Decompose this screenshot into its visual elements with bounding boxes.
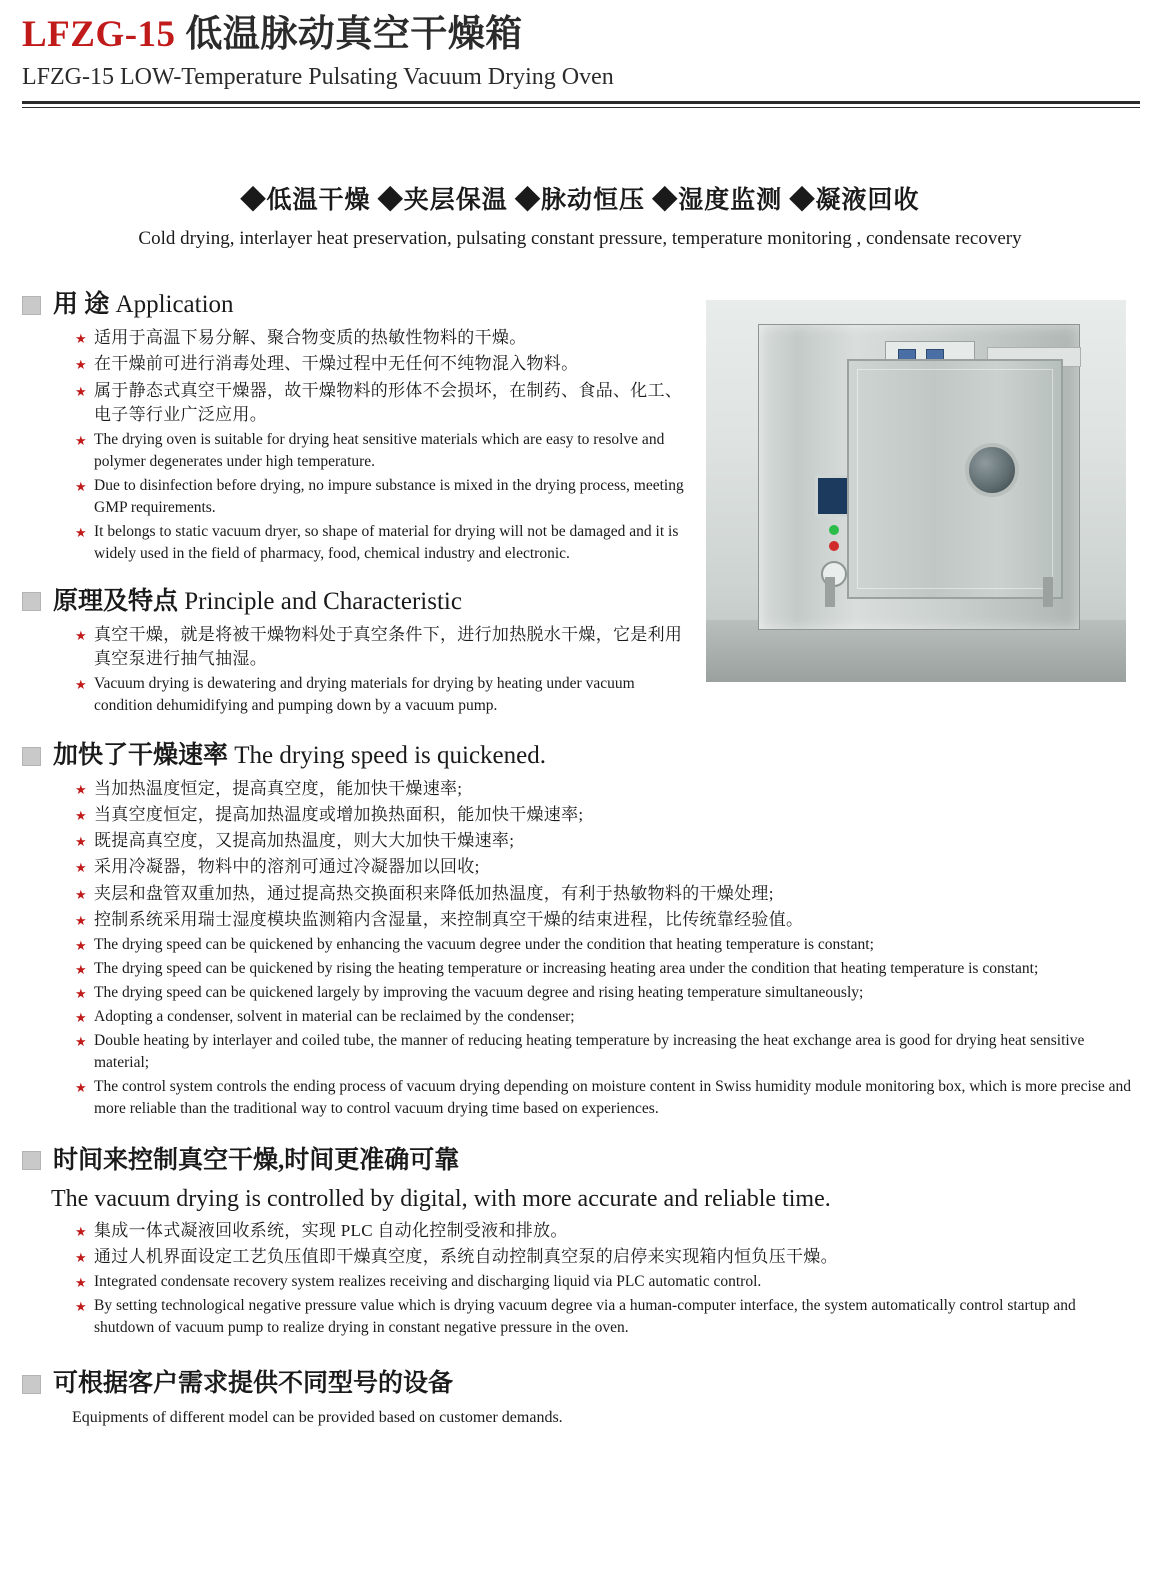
list-item-text: 集成一体式凝液回收系统，实现 PLC 自动化控制受液和排放。 [94, 1220, 568, 1240]
title-model: LFZG-15 [22, 14, 176, 55]
section-bullet-square-icon [22, 1151, 41, 1170]
feature-highlights [0, 180, 1160, 250]
list-item-text: 采用冷凝器，物料中的溶剂可通过冷凝器加以回收; [94, 857, 480, 877]
section-subtitle-time-control: The vacuum drying is controlled by digital, with more accurate and reliable time. [51, 1185, 831, 1212]
list-item-text: 既提高真空度，又提高加热温度，则大大加快干燥速率; [94, 831, 515, 851]
bullet-list-drying-speed [22, 777, 1138, 1120]
list-item-text: 当真空度恒定，提高加热温度或增加换热面积，能加快干燥速率; [94, 805, 584, 825]
list-item [75, 908, 1138, 932]
star-icon: ★ [75, 627, 87, 643]
list-item [75, 379, 1138, 427]
bullet-list-application [22, 326, 1138, 565]
list-item-text: 夹层和盘管双重加热，通过提高热交换面积来降低加热温度，有利于热敏物料的干燥处理; [94, 883, 774, 903]
star-icon: ★ [75, 937, 87, 953]
section-heading-models [22, 1369, 1138, 1399]
feature-highlights-en: Cold drying, interlayer heat preservation, pulsating constant pressure, temperature monitoring , condensate recovery [138, 228, 1022, 250]
list-item [75, 1295, 1138, 1339]
list-item-text: 当加热温度恒定，提高真空度，能加快干燥速率; [94, 779, 463, 799]
star-icon: ★ [75, 478, 87, 494]
star-icon: ★ [75, 808, 87, 824]
list-item [75, 1271, 1138, 1293]
star-icon: ★ [75, 1079, 87, 1095]
list-item-text: It belongs to static vacuum dryer, so shape of material for drying will not be damaged and it is widely used in the field of pharmacy, food, chemical industry and electronic. [94, 522, 679, 562]
section-title-cn: 用 途 [53, 291, 110, 319]
list-item [75, 326, 1138, 350]
star-icon: ★ [75, 834, 87, 850]
content-body [0, 290, 1160, 1427]
star-icon: ★ [75, 886, 87, 902]
list-item-text: The drying speed can be quickened by rising the heating temperature or increasing heating area under the condition that heating temperature is constant; [94, 959, 1039, 977]
star-icon: ★ [75, 985, 87, 1001]
section-heading-time-control [22, 1146, 1138, 1176]
feature-highlights-cn: ◆低温干燥 ◆夹层保温 ◆脉动恒压 ◆湿度监测 ◆凝液回收 [240, 187, 920, 215]
section-note-models: Equipments of different model can be provided based on customer demands. [72, 1409, 563, 1427]
list-item [75, 803, 1138, 827]
section-bullet-square-icon [22, 592, 41, 611]
section-heading-drying-speed [22, 741, 1138, 771]
star-icon: ★ [75, 1299, 87, 1315]
list-item [75, 673, 1138, 717]
list-item-text: Due to disinfection before drying, no impure substance is mixed in the drying process, meeting GMP requirements. [94, 476, 684, 516]
section-title-en: Principle and Characteristic [178, 587, 462, 615]
star-icon: ★ [75, 357, 87, 373]
star-icon: ★ [75, 782, 87, 798]
section-bullet-square-icon [22, 1375, 41, 1394]
section-title-drying-speed [53, 741, 546, 771]
leg-right [1043, 577, 1053, 607]
list-item-text: The drying speed can be quickened largely by improving the vacuum degree and rising heating temperature simultaneously; [94, 983, 864, 1001]
section-title-en: Application [109, 291, 234, 319]
oven-legs [819, 577, 1059, 607]
star-icon: ★ [75, 961, 87, 977]
section-title-models [53, 1369, 453, 1399]
section-application [22, 290, 1138, 719]
section-title-cn: 可根据客户需求提供不同型号的设备 [53, 1370, 454, 1398]
star-icon: ★ [75, 1009, 87, 1025]
star-icon: ★ [75, 1249, 87, 1265]
list-item-text: Adopting a condenser, solvent in material can be reclaimed by the condenser; [94, 1007, 575, 1025]
list-item-text: 属于静态式真空干燥器，故干燥物料的形体不会损坏，在制药、食品、化工、电子等行业广泛应用。 [94, 380, 683, 424]
list-item-text: The drying speed can be quickened by enhancing the vacuum degree under the condition that heating temperature is constant; [94, 935, 874, 953]
star-icon: ★ [75, 524, 87, 540]
list-item [75, 1076, 1138, 1120]
star-icon: ★ [75, 1033, 87, 1049]
star-icon: ★ [75, 383, 87, 399]
list-item [75, 429, 1138, 473]
page-title [22, 14, 1160, 57]
page-subtitle-en: LFZG-15 LOW-Temperature Pulsating Vacuum Drying Oven [22, 63, 614, 90]
list-item [75, 982, 1138, 1004]
list-item-text: 在干燥前可进行消毒处理、干燥过程中无任何不纯物混入物料。 [94, 354, 579, 374]
section-title-application [53, 290, 234, 320]
star-icon: ★ [75, 1275, 87, 1291]
list-item [75, 855, 1138, 879]
list-item [75, 934, 1138, 956]
header-divider [0, 101, 1160, 108]
list-item-text: Integrated condensate recovery system realizes receiving and discharging liquid via PLC automatic control. [94, 1273, 762, 1291]
section-title-en: The drying speed is quickened. [228, 742, 546, 770]
star-icon: ★ [75, 432, 87, 448]
star-icon: ★ [75, 1223, 87, 1239]
list-item [75, 521, 1138, 565]
section-bullet-square-icon [22, 747, 41, 766]
list-item [75, 882, 1138, 906]
section-heading-application [22, 290, 692, 320]
list-item-text: 通过人机界面设定工艺负压值即干燥真空度，系统自动控制真空泵的启停来实现箱内恒负压干燥。 [94, 1246, 838, 1266]
star-icon: ★ [75, 860, 87, 876]
section-title-principle [53, 587, 462, 617]
list-item [75, 829, 1138, 853]
divider-thick [22, 101, 1140, 104]
bullet-list-time-control [22, 1219, 1138, 1339]
section-title-cn: 加快了干燥速率 [53, 742, 229, 770]
list-item-text: Double heating by interlayer and coiled tube, the manner of reducing heating temperature by increasing the heat exchange area is good for drying heat sensitive material; [94, 1031, 1085, 1071]
star-icon: ★ [75, 331, 87, 347]
list-item [75, 352, 1138, 376]
section-title-cn: 时间来控制真空干燥,时间更准确可靠 [53, 1146, 460, 1174]
list-item-text: Vacuum drying is dewatering and drying materials for drying by heating under vacuum condition dehumidifying and pumping down by a vacuum pump. [94, 675, 635, 715]
list-item [75, 475, 1138, 519]
section-title-cn: 原理及特点 [53, 587, 179, 615]
list-item [75, 1006, 1138, 1028]
list-item-text: The drying oven is suitable for drying heat sensitive materials which are easy to resolve and polymer degenerates under high temperature. [94, 430, 665, 470]
list-item [75, 623, 1138, 671]
list-item [75, 777, 1138, 801]
section-heading-principle [22, 587, 692, 617]
list-item-text: The control system controls the ending process of vacuum drying depending on moisture content in Swiss humidity module monitoring box, which is more precise and more reliable than the traditional way to control vacuum drying time based on experiences. [94, 1077, 1132, 1117]
list-item-text: By setting technological negative pressure value which is drying vacuum degree via a human-computer interface, the system automatically control startup and shutdown of vacuum pump to realize drying in constant negative pressure in the oven. [94, 1297, 1076, 1337]
bullet-list-principle [22, 623, 1138, 717]
list-item-text: 适用于高温下易分解、聚合物变质的热敏性物料的干燥。 [94, 328, 527, 348]
list-item [75, 1030, 1138, 1074]
list-item [75, 958, 1138, 980]
list-item-text: 控制系统采用瑞士湿度模块监测箱内含湿量，来控制真空干燥的结束进程，比传统靠经验值。 [94, 909, 804, 929]
star-icon: ★ [75, 912, 87, 928]
title-cn-text: 低温脉动真空干燥箱 [175, 14, 523, 55]
star-icon: ★ [75, 677, 87, 693]
page-header [0, 0, 1160, 91]
list-item [75, 1245, 1138, 1269]
leg-left [825, 577, 835, 607]
divider-thin [22, 107, 1140, 108]
section-title-time-control [53, 1146, 459, 1176]
list-item-text: 真空干燥，就是将被干燥物料处于真空条件下，进行加热脱水干燥，它是利用真空泵进行抽气抽湿。 [94, 624, 683, 668]
section-bullet-square-icon [22, 296, 41, 315]
list-item [75, 1219, 1138, 1243]
